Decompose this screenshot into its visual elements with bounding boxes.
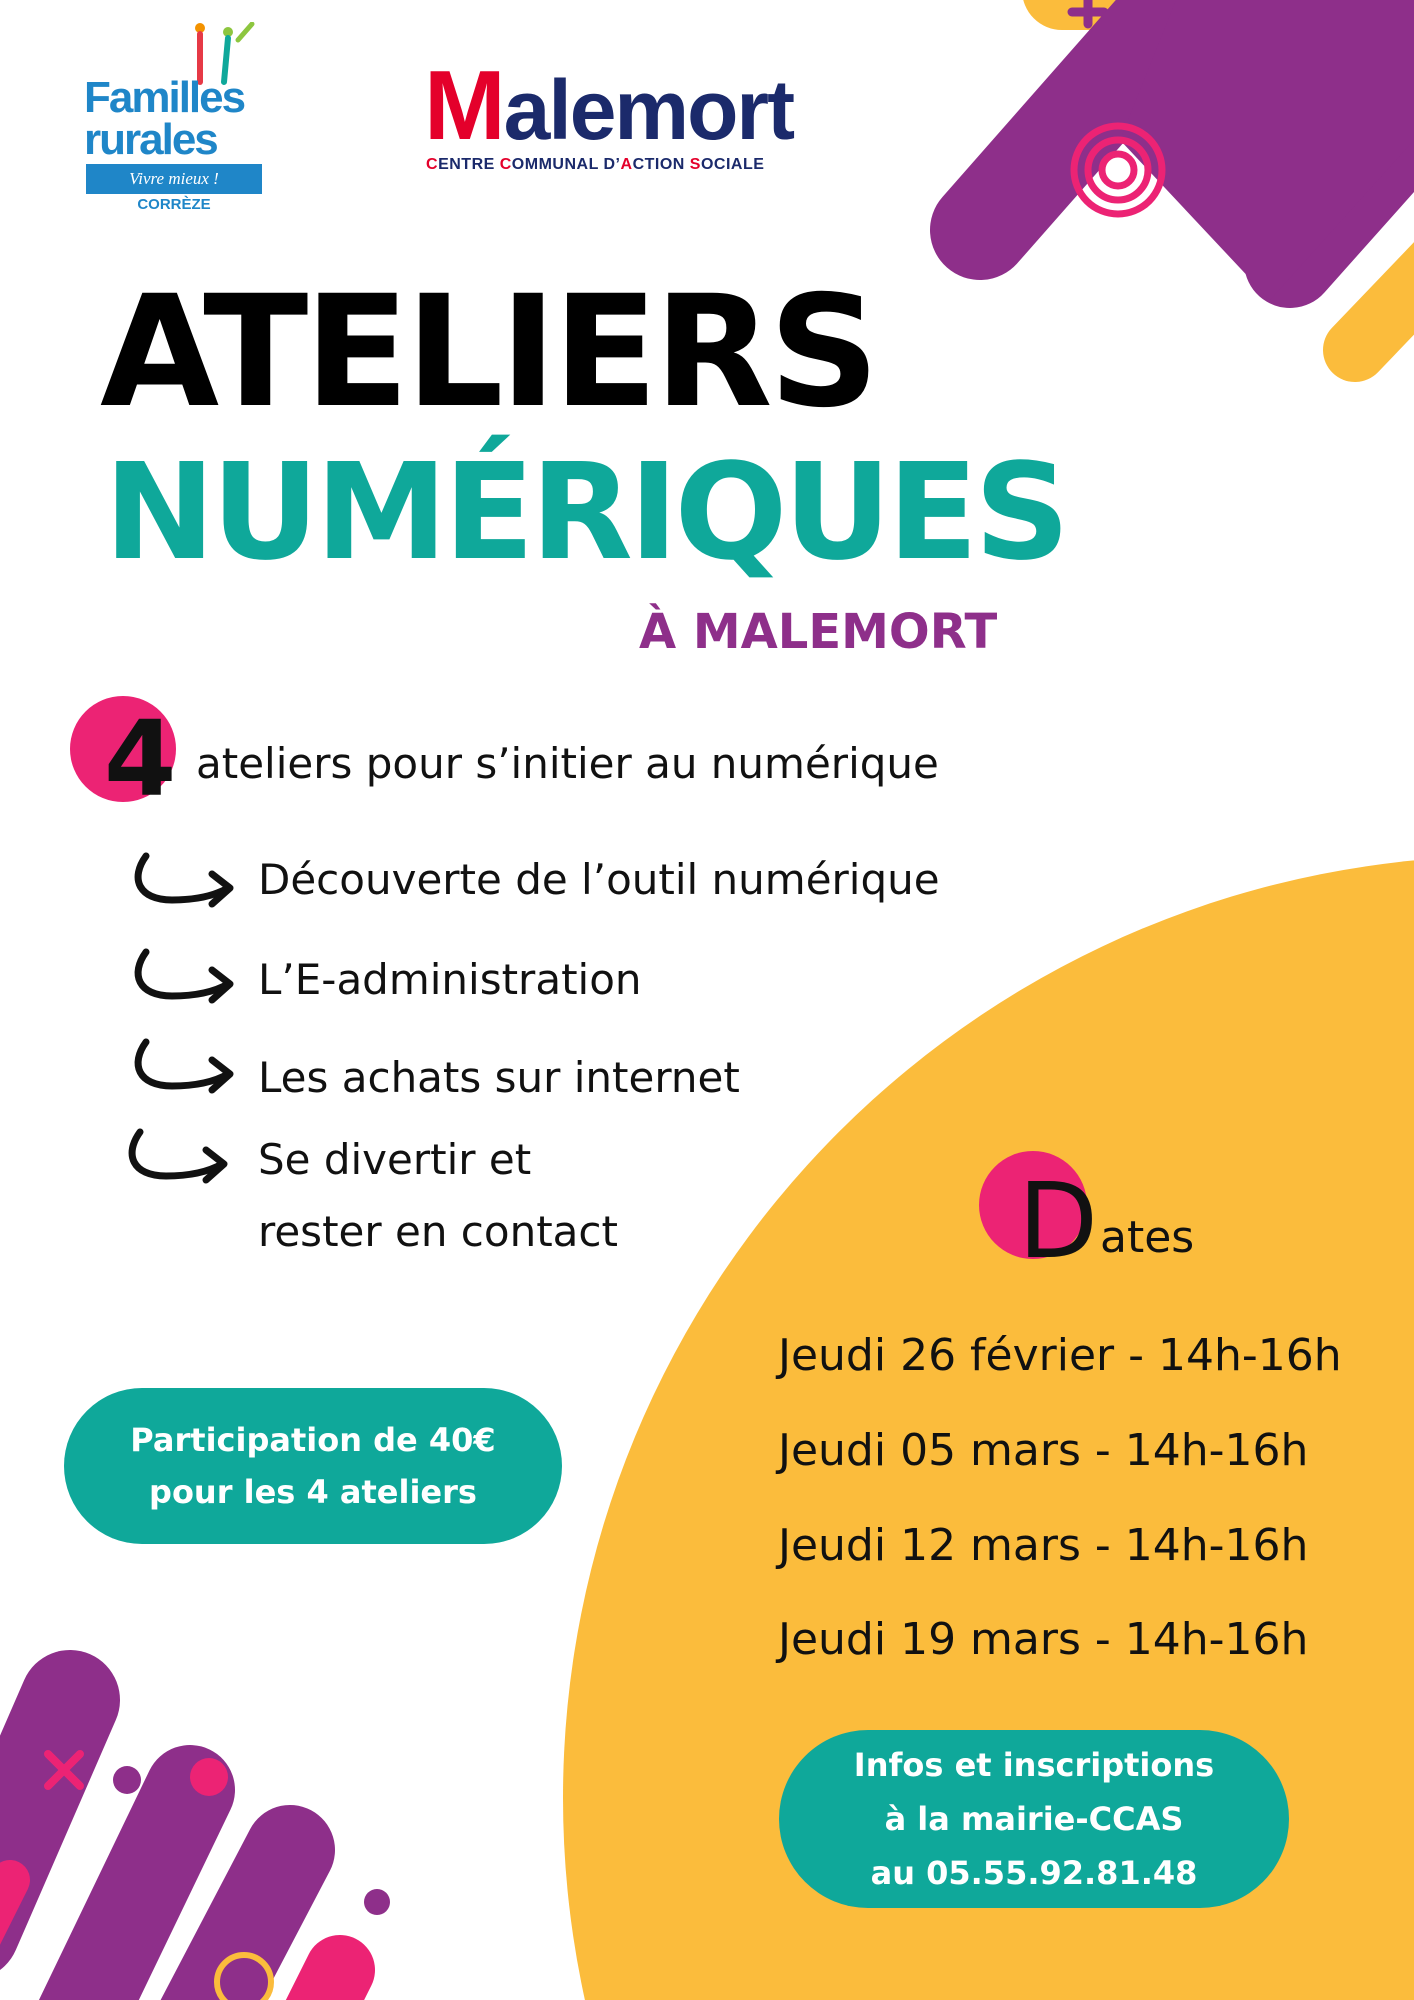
concentric-circles-icon bbox=[1074, 126, 1162, 214]
infos-line1: Infos et inscriptions bbox=[853, 1746, 1215, 1784]
ateliers-count: 4 bbox=[104, 698, 177, 820]
purple-corner-fill bbox=[1120, 0, 1414, 300]
title-line1: ATELIERS bbox=[100, 263, 876, 442]
familles-rurales-region: CORRÈZE bbox=[137, 196, 211, 213]
atelier-item-4b: rester en contact bbox=[258, 1207, 618, 1256]
malemort-name: Malemort bbox=[424, 50, 794, 160]
participation-line2: pour les 4 ateliers bbox=[149, 1473, 477, 1511]
malemort-subtitle: CENTRE COMMUNAL D’ACTION SOCIALE bbox=[426, 156, 765, 173]
atelier-item-4a: Se divertir et bbox=[258, 1135, 532, 1184]
curved-arrow-icon bbox=[118, 1124, 228, 1194]
pink-dot-small bbox=[190, 1758, 228, 1796]
infos-line2: à la mairie-CCAS bbox=[884, 1800, 1184, 1838]
purple-dot bbox=[113, 1766, 141, 1794]
atelier-item-3: Les achats sur internet bbox=[258, 1053, 740, 1102]
infos-phone: au 05.55.92.81.48 bbox=[870, 1854, 1198, 1892]
dates-heading-rest: ates bbox=[1100, 1212, 1195, 1263]
familles-rurales-line2: rurales bbox=[84, 115, 217, 164]
familles-rurales-logo bbox=[80, 22, 280, 212]
title-line3: À MALEMORT bbox=[639, 604, 998, 660]
curved-arrow-icon bbox=[124, 848, 234, 918]
familles-rurales-line1: Familles bbox=[84, 73, 245, 122]
malemort-logo bbox=[424, 50, 834, 190]
participation-badge bbox=[64, 1388, 562, 1544]
date-item-3: Jeudi 12 mars - 14h-16h bbox=[778, 1520, 1309, 1571]
date-item-4: Jeudi 19 mars - 14h-16h bbox=[778, 1614, 1309, 1665]
curved-arrow-icon bbox=[124, 1034, 234, 1104]
pink-stripe-bl bbox=[290, 1970, 340, 2000]
atelier-item-1: Découverte de l’outil numérique bbox=[258, 855, 940, 904]
infos-badge bbox=[779, 1730, 1289, 1908]
curved-arrow-icon bbox=[124, 944, 234, 1014]
title-line2: NUMÉRIQUES bbox=[104, 436, 1067, 590]
dates-heading-initial: D bbox=[1018, 1160, 1099, 1282]
date-item-1: Jeudi 26 février - 14h-16h bbox=[778, 1330, 1342, 1381]
atelier-item-2: L’E-administration bbox=[258, 955, 642, 1004]
participation-line1: Participation de 40€ bbox=[130, 1421, 496, 1459]
date-item-2: Jeudi 05 mars - 14h-16h bbox=[778, 1425, 1309, 1476]
ateliers-intro: ateliers pour s’initier au numérique bbox=[196, 739, 939, 788]
familles-rurales-tagline: Vivre mieux ! bbox=[86, 164, 262, 194]
purple-dot-2 bbox=[364, 1889, 390, 1915]
purple-stripe-bl-2 bbox=[60, 1790, 190, 2000]
